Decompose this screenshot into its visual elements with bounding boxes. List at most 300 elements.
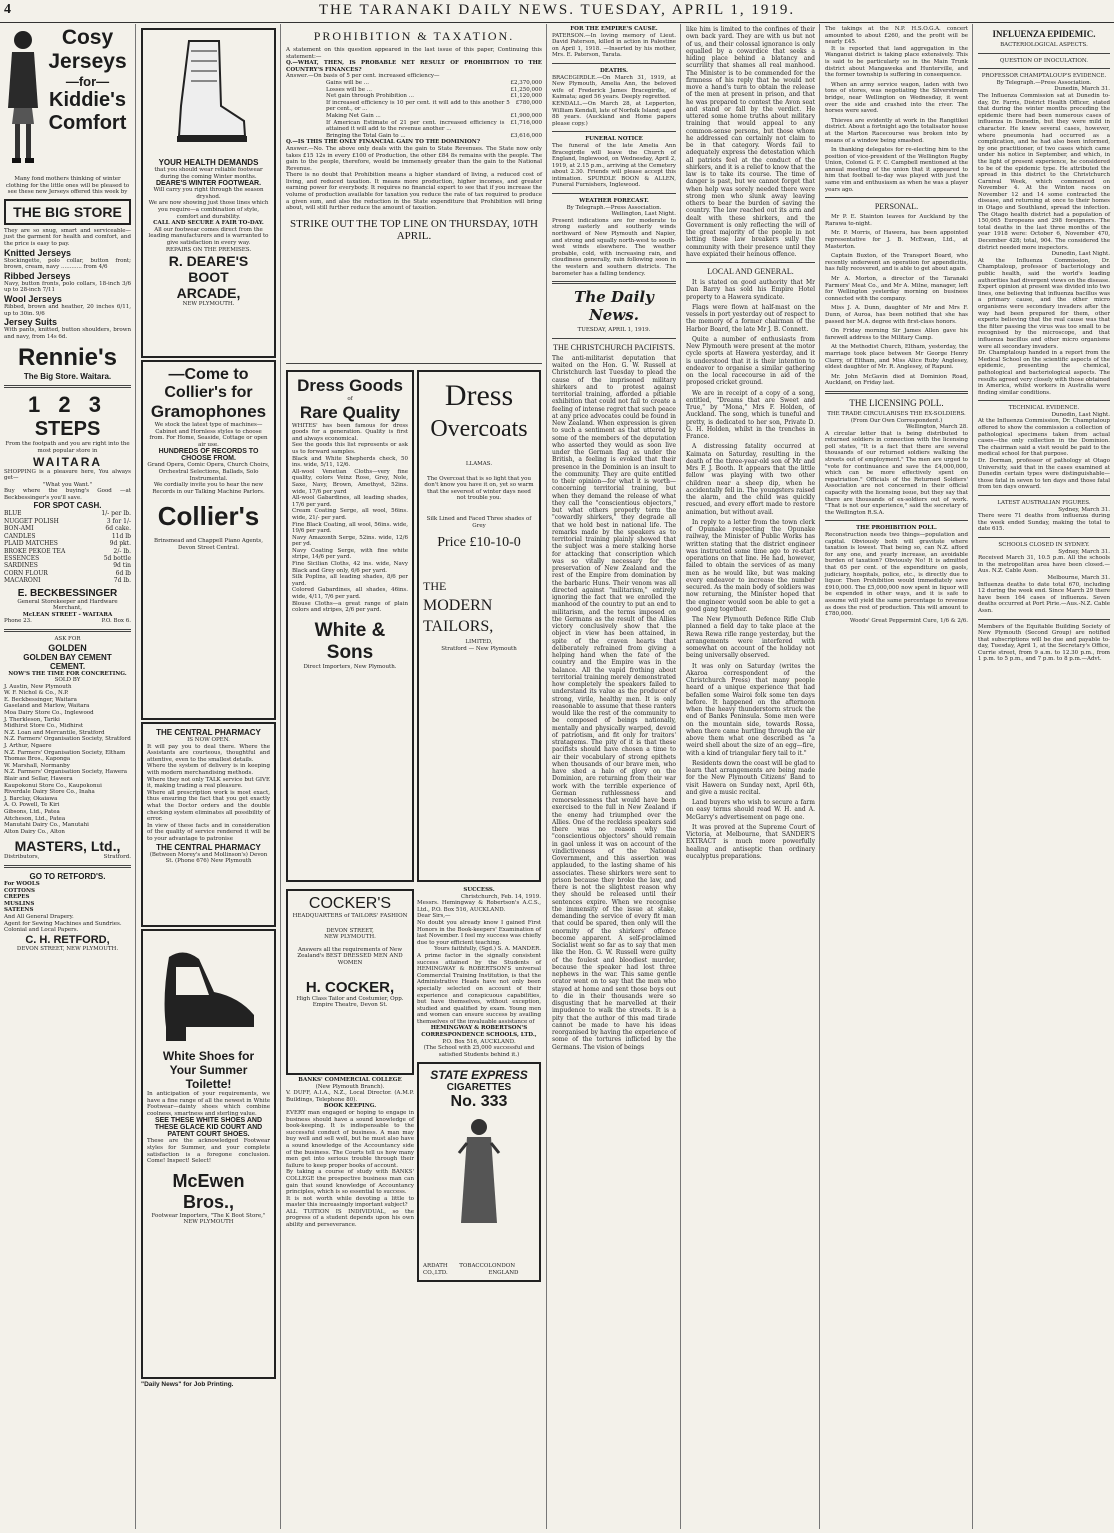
cig-type: CIGARETTES [446, 1082, 512, 1094]
local-paragraph: It was proved at the Supreme Court of Victoria, at Melbourne, that SANDER'S EXTRACT is much more powerfully healing and antiseptic than ordinary eucalyptus preparations. [686, 823, 815, 860]
figure-label: Gains will be ... [326, 79, 370, 86]
spot-cash: FOR SPOT CASH. [33, 501, 102, 511]
colliers-body3: We cordially invite you to hear the new Records in our Talking Machine Parlors. [152, 482, 265, 495]
banks-body2: By taking a course of study with BANKS' COLLEGE the prospective business man can gain that sound knowledge of Accountancy principles, which is so essential to success. [286, 1169, 414, 1196]
cocker-name: COCKER'S [308, 895, 392, 912]
concert-takings: The takings at the N.P. H.S.O.G.A. concert amounted to about £260, and the profit will be nearly £45. [825, 26, 968, 46]
local-paragraph: In reply to a letter from the town clerk of Opunake respecting the Opunake railway, the Minister of Public Works has written stating that the district engineer was instructed some time ago to re-start operations on that line. He had, however, failed to obtain the services of as many men as he would like, but was making every endeavor to increase the number secured. As the main body of soldiers was now returning, the Minister hoped that the engineer would soon be able to get a good gang together. [686, 518, 815, 613]
deaths-head: DEATHS. [600, 67, 628, 74]
column-1 [0, 24, 136, 1529]
fabric-item: All-wool Gabardines, all leading shades, 17/6 per yard. [292, 495, 408, 508]
state-express-ad [417, 1062, 541, 1282]
agent-line: J. Therkleson, Tariki [4, 716, 60, 723]
influenza-body2: At the Influenza Commission, Dr. Champtaloup, professor of bacteriology and public health, said the world's leading authorities had divergent views on the disease. Expert opinion at present was divided into two lines, one believing that influenza bacillus was a primary cause, and the other micro organisms were secondary invaders after the way had been prepared for them, other experts believing that the real cause was that the filter passing the virus was too small to be recognised by the microscope, and that influenza bacillus and other micro organisms were all secondary invaders. [978, 257, 1110, 350]
death-1: BRACEGIRDLE.—On March 31, 1919, at New Plymouth, Amelia Ann, the beloved wife of Frederick James Bracegirdle, of Kaimata; aged 56 years. Deeply regretted. [552, 74, 676, 101]
figure-row [286, 87, 542, 94]
steps-ad [4, 392, 131, 625]
price-value: 6d lb [115, 569, 131, 577]
overcoats-body: The Overcoat that is so light that you don't know you have it on, yet so warm that the severest of winter days need not trouble you. [424, 475, 534, 502]
overcoats-h2: Overcoats [430, 416, 528, 442]
agent-line: W. Marshall, Normanby [4, 762, 70, 769]
personal-paras [825, 214, 968, 387]
agent-line: N.Z. Farmers' Organisation Society, Stratford [4, 736, 131, 743]
success-place: Christchurch, Feb. 14, 1919. [460, 893, 541, 900]
trade-head: THE TRADE CIRCULARISES THE EX-SOLDIERS. [827, 410, 966, 417]
colliers-come: —Come to [168, 366, 249, 383]
editorial-cont: like him is limited to the confines of their own back yard. They are with us but not of us, and their colossal ignorance is only equalled by a cowardice that seeks a hiding place behind a blatancy and scurrility that shames all real manhood. The Minister is to be commended for the firmness of his reply that he would not move a hand's turn to obtain the release of the men at present in prison, and that he was prepared to contest the Avon seat and stand or fall by the verdict. He uttered some home truths about military training that would appeal to any common-sense persons, but those whom he addressed can certainly not claim to be in that category. Words fail to adequately express the detestation which all patriots feel at the conduct of the shirkers, and it is a relief to know that the law is to take its course. The time of danger is past, but we cannot forget that when help was sorely needed there were strong men who slunk away leaving others to bear the burden of saving the country. The law reached out its arm and dealt with these shirkers, and the Government is only reflecting the will of the great majority of the people in not letting these law breakers sully the community with their presence until they have expiated their heinous offence. [686, 26, 815, 258]
overcoats-silk: Silk Lined and Faced Three shades of Grey [426, 515, 532, 529]
retford-addr: DEVON STREET, NEW PLYMOUTH. [16, 945, 119, 952]
whites-h1: Dress Goods [297, 376, 403, 395]
local-paragraph: It was only on Saturday (writes the Akaroa correspondent of the Christchurch Press) that many people heard of a unique experience that had befallen some Wairoi folk some ten days before. It happened on the afternoon when the heavy thunderstorm struck the end of Banks Peninsula. Some men were on the mountain side, towards Rossa, when there came hurtling through the air above them what one described as "a weird shell about the size of an egg—fire, with a kind of triangular fiery tail to it." [686, 662, 815, 757]
figure-row [286, 113, 542, 120]
local-general-head: LOCAL AND GENERAL. [707, 267, 794, 276]
price-row [4, 525, 131, 532]
prohibition-q2: Q.—IS THIS THE ONLY FINANCIAL GAIN TO THE DOMINION? [286, 139, 481, 146]
price-item: BON-AMI [4, 525, 34, 533]
colliers-gram: Gramophones [150, 402, 267, 421]
figure-value: £3,616,000 [510, 132, 542, 139]
pharmacy-ad [141, 722, 276, 927]
agent-line: Aitcheson, Ltd., Patea [4, 815, 66, 822]
girl-illustration [4, 28, 42, 168]
prohibition-figures [286, 80, 542, 139]
news-paragraph: When an army service wagon, laden with two tons of stores, was negotiating the Silverstream bridge, near Wellington on Wednesday, it went over the side and crashed into the river. The horses were saved. [825, 81, 968, 115]
rennies-name: Rennie's [17, 344, 118, 372]
price-item: CANDLES [4, 532, 36, 540]
whites-ad [286, 370, 414, 882]
latest-body: There were 71 deaths from influenza during the week ended Sunday, making the total to date 615. [978, 513, 1110, 533]
figure-label: Making Net Gain ... [326, 112, 381, 119]
melbourne-place: Melbourne, March 31. [1047, 574, 1110, 581]
personal-paragraph: Mr. John McGavin died at Dominion Road, Auckland, on Friday last. [825, 373, 968, 387]
deare-name3: ARCADE, [176, 285, 241, 302]
local-paragraph: Land buyers who wish to secure a farm on easy terms should read W. H. and A. McGarry's advertisement on page one. [686, 799, 815, 821]
prohibition-title: PROHIBITION & TAXATION. [313, 29, 515, 43]
job-printing: "Daily News" for Job Printing. [141, 1381, 234, 1388]
weather-text: Present indications are for moderate to strong easterly and southerly winds northward of New Plymouth and Napier, and strong and squally north-west to south-west winds elsewhere. The weather probable, cold, with increasing rain, and cloudiness generally, rain following soon in the western and southern districts. The barometer has a falling tendency. [552, 217, 676, 277]
retford-item: SATEENS [4, 907, 34, 914]
modern-m3: TAILORS, [423, 618, 494, 636]
influenza-body: The Influenza Commission sat at Dunedin to-day, Dr. Farris, District Health Officer, stated that during the winter months preceding the epidemic there had been numerous cases of influenza in Dunedin, but they were mild in character. He knew several cases, however, where pneumonia had occurred as a complication, and he had also been informed, by one practitioner, of two cases which came under his notice in September, and which, in the light of present experience, he considered to be of the epidemic type. He attributed the spread in this district to the Christchurch Carnival Week, which commenced on November 4. At the Winton races on November 12 and 14 some contracted the disease, and returning at once to their homes in Otago and Southland, spread the infection. The Otago health district had a population of 150,065 Europeans and 298 foreigners. The total deaths in the last three months of the year 1918 were: October 6, November 470, December 428; total, 904. The considered the district needed more inspectors. [978, 92, 1110, 251]
prohibition-a3: There is no doubt that Prohibition means a higher standard of living, a reduced cost of living, and reduced taxation. It means more production, higher incomes, and greater earning power for everybody. It requires no financial expert to see that if you increase the volume of production available for taxation you reduce the rate of tax required to produce a given sum, and also the reduction in the State expenditure that Prohibition will bring about, will still further reduce the amount of taxation. [286, 172, 542, 212]
price-value: 6d cake. [105, 525, 131, 533]
agent-line: Manutahi Dairy Co., Manutahi [4, 822, 89, 829]
agent-line: Gibsons, Ltd., Patea [4, 808, 60, 815]
knitted-text: Stockingette, polo collar, button front; brown, cream, navy ............ from 4/6 [4, 257, 131, 271]
health-body3: We are now showing just those lines which you require—a combination of style, comfort and durability. [148, 200, 269, 220]
prohibition-a1: Answer.—On basis of 5 per cent. increased efficiency— [286, 73, 440, 80]
trade-from: (From Our Own Correspondent.) [850, 417, 943, 424]
success-foot: (The School with 25,000 successful and satisfied Students behind it.) [423, 1045, 535, 1058]
overcoats-llamas: LLAMAS. [465, 461, 493, 467]
banks-body: EVERY man engaged or hoping to engage in business should have a sound knowledge of book-keeping. It is indispensable to the successful conduct of business. A man may buy well and sell well, but he must also have a sound knowledge of the Accountancy side of the business. The Courts tell us how many men get into serious trouble through their failure to keep proper books of account. [286, 1109, 414, 1169]
colliers-body2: Grand Opera, Comic Opera, Church Choirs, Orchestral Selections, Ballads, Solo Instrumental. [147, 462, 270, 482]
beck-name: E. BECKBESSINGER [17, 587, 118, 599]
modern-tailors-ad [417, 370, 541, 882]
cocker-big: H. COCKER, [305, 978, 395, 996]
beck-addr: McLEAN STREET - WAITARA [22, 611, 113, 618]
technical-body2: Dr. Dorman, professor of pathology at Otago University, said that in the cases examined at Dunedin certain types were distinguishable—those fatal in seven to ten days and those fatal from ten days onward. [978, 458, 1110, 491]
success-body2: A prime factor in the signally consistent success attained by the Students of HEMINGWAY & ROBERTSON'S universal Commercial Training Institution, is that the Administrative Heads have not only been specially selected on account of their experience and conspicuous capabilities, but have themselves, without exception, studied and qualified by exam. Young men and women can ensure success by availing themselves of the invaluable assistance of [417, 952, 541, 1025]
health-body2: Will carry you right through the season dryshod. [153, 187, 264, 200]
big-store-text: They are so snug, smart and serviceable—just the garment for health and comfort, and the price is easy to pay. [4, 227, 131, 247]
schools-body: Received March 31, 10.5 p.m. All the schools in the metropolitan area have been closed.—Aus. N.Z. Cable Assn. [978, 555, 1110, 575]
price-item: BROKE PEKOE TEA [4, 547, 66, 555]
success-body: No doubt you already know I gained First Honors in the Book-keepers' Examination of last November. I feel my success was chiefly due to your efficient teaching. [417, 919, 542, 946]
cig-makers [423, 1263, 535, 1276]
masters-dist: Distributors, [4, 854, 40, 861]
fabric-item: Colored Gabardines, all shades, 46ins. wide, 4/11, 7/6 per yard. [292, 587, 408, 601]
pharmacy-name: THE CENTRAL PHARMACY [156, 842, 261, 852]
pharmacy-body4: Where all prescription work is most exact, thus ensuring the fact that you get exactly what the Doctor orders and the double checking system eliminates all possibility of error. [147, 789, 270, 823]
fabric-item: Cream Coating Serge, all wool, 56ins. wide, 21/- per yard. [292, 508, 408, 521]
personal-paragraph: Captain Buxton, of the Transport Board, who recently underwent an operation for appendicitis, has fully recovered, and is able to get about again. [825, 253, 968, 273]
fabric-item: Fine Black Coating, all wool, 56ins. wide, 19/6 per yard. [292, 521, 408, 535]
whites-see: See the goods this list represents or ask us to forward samples. [292, 442, 408, 455]
whites-h2: Rare Quality [299, 402, 401, 422]
banks-head: BANKS' COMMERCIAL COLLEGE [298, 1077, 402, 1083]
page-number: 4 [4, 2, 11, 17]
pharmacy-body2: Where the system of delivery is in keeping with modern merchandising methods. [147, 763, 270, 776]
retford-items [4, 881, 131, 914]
influenza-head: INFLUENZA EPIDEMIC. [992, 29, 1096, 39]
price-item: SARDINES [4, 562, 38, 570]
success-head: SUCCESS. [463, 887, 495, 893]
melbourne-body: Influenza deaths to date total 670, including 12 during the week end. Since March 29 there have been 164 cases of influenza. Seven deaths occurred at Port Pirie.—Aus.-N.Z. Cable Assn. [978, 581, 1110, 614]
price-row [4, 533, 131, 540]
agent-line: Gaseland and Marlow, Waitara [4, 703, 90, 710]
influenza-press: By Telegraph.—Press Association. [996, 79, 1092, 86]
cocker-addr: DEVON STREET, [326, 927, 374, 934]
column-5 [682, 24, 820, 1529]
column6-paras [825, 46, 968, 193]
figure-row [286, 120, 542, 133]
influenza-place2: Dunedin, Last Night. [1051, 251, 1110, 258]
steps-word: STEPS [34, 418, 101, 441]
personal-paragraph: At the Methodist Church, Eltham, yesterday, the marriage took place between Mr George Henry Clarry, of Eltham, and Miss Alice Ruby Anglesey, eldest daughter of Mr. R. Anglesey, of Rapuni. [825, 344, 968, 371]
agent-line: Blair and Sellar, Hawera [4, 776, 73, 782]
cocker-town: NEW PLYMOUTH. [324, 934, 376, 941]
influenza-h4: PROFESSOR CHAMPTALOUP'S EVIDENCE. [981, 73, 1107, 80]
fabric-item: Navy Coating Serge, with fine white stripe, 14/6 per yard. [292, 547, 408, 561]
news-paragraph: In thanking delegates for re-electing him to the position of vice-president of the Wellington Rugby Union, Colonel G. F. C. Campbell mentioned at the annual meeting of the union that it appeared to him that football to-day was played with just the same vim and enthusiasm as when he was a player years ago. [825, 147, 968, 193]
price-row [4, 510, 131, 517]
building-society: Members of the Equitable Building Society of New Plymouth (Second Group) are notified that subscriptions will be due and payable to-day, Tuesday, April 1, at the Secretary's Office, Currie street, from 9 a.m. to 12.30 p.m., from 1 p.m. to 5 p.m., and 7 p.m. to 8 p.m.—Advt. [978, 623, 1110, 663]
figure-row [286, 80, 542, 87]
local-paragraph: Flags were flown at half-mast on the vessels in port yesterday out of respect to the memory of a former chairman of the Harbor Board, the late Mr J. B. Connett. [686, 303, 815, 333]
woman-figure-illustration [449, 1113, 509, 1233]
beck-sub: General Storekeeper and Hardware Merchant, [17, 598, 118, 612]
big-store-logo: THE BIG STORE [4, 199, 131, 225]
technical-head: TECHNICAL EVIDENCE. [1008, 405, 1080, 412]
golden-l3: CEMENT. [49, 661, 86, 671]
local-paragraph: It is stated on good authority that Mr Dan Barry has sold his Empire Hotel property to a Hawera syndicate. [686, 279, 815, 301]
figure-label: Losses will be ... [326, 86, 372, 93]
deare-name1: R. DEARE'S [168, 253, 249, 270]
colliers-big: Collier's [157, 501, 260, 532]
cig-makers-1: ARDATH TOBACCO CO.,LTD. [423, 1263, 489, 1276]
figure-value: £1,900,000 [510, 112, 542, 119]
shoes-h3: Toilette! [185, 1077, 232, 1091]
latest-place: Sydney, March 31. [1058, 506, 1110, 513]
retford-agent: Agent for Sewing Machines and Sundries. [4, 920, 122, 927]
price-row [4, 570, 131, 577]
cocker-ad [286, 889, 414, 1075]
steps-text: From the footpath and you are right into the most popular store in [5, 441, 130, 454]
masthead-title: THE TARANAKI DAILY NEWS. TUESDAY, APRIL 1, 1919. [318, 2, 796, 18]
fabric-item: Silk Poplins, all leading shades, 8/6 per yard. [292, 574, 408, 587]
price-item: NUGGET POLISH [4, 517, 59, 525]
issue-date: TUESDAY, APRIL 1, 1919. [577, 327, 651, 334]
colliers-hundreds: HUNDREDS OF RECORDS TO CHOOSE FROM. [158, 448, 259, 463]
modern-m1: THE [423, 579, 447, 594]
whites-name: White & Sons [314, 619, 386, 663]
local-paragraph: Quite a number of enthusiasts from New Plymouth were present at the motor cycle sports at Hawera yesterday, and it is understood that it is their intention to endeavor to organise a similar gathering on the local racecourse in aid of the proposed cricket ground. [686, 335, 815, 387]
pharmacy-addr: (Between Morey's and Mollinson's) Devon St. (Phone 676) New Plymouth [149, 851, 268, 865]
success-sign: Yours faithfully, (Sgd.) S. A. MANDER. [434, 946, 541, 953]
column-3 [282, 24, 547, 1529]
banks-body4: ALL TUITION IS INDIVIDUAL, so the progress of a student depends upon his own ability and perseverance. [286, 1208, 414, 1229]
mcewen-name: McEwen Bros., [172, 1170, 245, 1212]
price-row [4, 555, 131, 562]
personal-paragraph: Mr A. Morton, a director of the Taranaki Farmers' Meat Co., and Mr A. Milne, manager, left for Wellington yesterday morning on business connected with the company. [825, 276, 968, 302]
health-body4: All our footwear comes direct from the leading manufacturers and is warranted to give satisfaction in every way. [148, 226, 269, 246]
success-addr: Messrs. Hemingway & Robertson's A.C.S., Ltd., P.O. Box 516, AUCKLAND. [417, 900, 541, 913]
price-item: ESSENCES [4, 554, 40, 562]
deare-addr: NEW PLYMOUTH. [182, 301, 235, 308]
cosy-l3: —for— [65, 74, 110, 89]
colliers-name: Collier's for [164, 384, 253, 401]
whites-items [292, 456, 408, 614]
column-6 [821, 24, 973, 1529]
agent-line: E. Beckbessinger, Waitara [4, 696, 77, 703]
whites-sub: Direct Importers, New Plymouth. [303, 663, 397, 670]
col3-right-lower [417, 887, 541, 1284]
fabric-item: All-wool Venetian Cloths—very fine quality, colors Veinz Rose, Grey, Nole, Saxe, Navy, Brown, Amethyst, 52ins. wide, 17/6 per yard [292, 468, 408, 495]
success-ad [417, 887, 541, 1058]
personal-paragraph: Mr P. E. Stainton leaves for Auckland by the Rarawa to-night. [825, 214, 968, 227]
suits-text: With pants, knitted, button shoulders, brown and navy, from 14s 6d. [4, 327, 131, 340]
schools-head: SCHOOLS CLOSED IN SYDNEY. [998, 541, 1090, 548]
price-item: PLAID MATCHES [4, 540, 58, 548]
personal-paragraph: On Friday morning Sir James Allen gave his farewell address to the Military Camp. [825, 328, 968, 341]
column-4 [548, 24, 681, 1529]
funeral-notice: The funeral of the late Amelia Ann Bracegirdle will leave the Church of England, Inglewood, on Wednesday, April 2, 1919, at 2.15 p.m., arriving at the Cemetery about 2.30. Friends will please accept this intimation. SPURDLE BOON & ALLEN, Funeral Furnishers, Inglewood. [552, 142, 676, 189]
price-item: BLUE [4, 510, 22, 518]
price-value: 9d pkt. [109, 540, 131, 548]
whites-of: of [347, 396, 353, 402]
price-row [4, 518, 131, 525]
wool-head: Wool Jerseys [4, 293, 62, 304]
mcewen-ad [141, 929, 276, 1379]
cig-brand: STATE EXPRESS [430, 1068, 528, 1083]
influenza-h2: BACTERIOLOGICAL ASPECTS. [1000, 42, 1088, 48]
col3-left-lower [286, 887, 414, 1284]
figure-value: £2,370,000 [510, 79, 542, 86]
weather-press: By Telegraph.—Press Association. [566, 204, 662, 211]
latest-head: LATEST AUSTRALIAN FIGURES. [997, 500, 1091, 506]
figure-value: £1,716,000 [510, 119, 542, 126]
cocker-sub: HEADQUARTERS of TAILORS' FASHION [292, 913, 408, 919]
agent-line: Kaupokonui Store Co., Kaupokonui [4, 782, 102, 789]
figure-value: £1,120,000 [510, 93, 542, 100]
figure-row [286, 93, 542, 100]
fabric-item: Fine Sicilian Cloths, 42 ins. wide, Navy Black and Grey only, 6/6 per yard. [292, 561, 408, 574]
fabric-item: Blouse Cloths—a great range of plain colors and stripes, 2/6 per yard. [292, 600, 408, 614]
figure-value: £780,000 [515, 99, 542, 106]
deare-name2: BOOT [188, 269, 229, 286]
golden-l1: GOLDEN [48, 642, 87, 653]
figure-label: Net gain through Prohibition ... [326, 93, 414, 100]
prohibition-a2: Answer.—No. The above only deals with the gain to State Revenues. The State now only takes £15 12s in every £100 of Production, the other £84 8s remains with the people. The gain to the people, therefore, would be immensely greater than the gain to the National Revenue. [286, 145, 542, 172]
paterson: PATERSON.—In loving memory of Lieut. David Paterson, killed in action in Palestine on April 1, 1918. —Inserted by his mother, Mrs. E. Paterson, Tarata. [552, 32, 676, 59]
price-item: CORN FLOUR [4, 569, 48, 577]
masters-town: Stratford. [103, 854, 131, 861]
price-value: 9d tin [113, 562, 131, 570]
peppermint-cure: Woods' Great Peppermint Cure, 1/6 & 2/6. [849, 617, 968, 624]
figure-label: If increased efficiency is 10 per cent. it will add to this another 5 per cent., or ... [326, 99, 510, 113]
shoes-body: In anticipation of your requirements, we have a fine range of all the newest in White Footwear—dainty shoes which combine coolness, smartness and sterling value. [147, 1091, 270, 1117]
health-repairs: REPAIRS ON THE PREMISES. [165, 246, 252, 253]
christchurch-body: The anti-militarist deputation that waited on the Hon. G. W. Russell at Christchurch last Tuesday to plead the cause of the imprisoned military shirkers and to protest against territorial training, afforded a pitiable exhibition that could not fail to create a feeling of intense regret that such peace at any price advocates could be found in New Zealand. When expression is given to such a sentiment as that uttered by some of the members of the deputation who asserted they would as soon live under the German flag as under the British, a feeling is evoked that their presence in the Dominion is an insult to the community. They are quite entitled to their opinion—for what it is worth—concerning territorial training, but when they demand the release of what they call the "conscientious objectors," but what others properly term the "cowardly shirkers," they degrade all that we hold best in national life. The remarks made by the speakers as to territorial training plainly showed that the subject was a mere stalking horse for attacking that conscription which was so vitally necessary for the preservation of New Zealand and the rest of the Empire from domination by the barbaric Huns. Their venom was all directed against "militarism," entirely ignoring the fact that we enrolled the manhood of the country to put an end to militarism, and the terms imposed on the Germans as the result of the Allies victory conclusively show that the object in view has been attained, in spite of the craven hearts that deliberately refrained from giving a helping hand when the fate of the country and the Empire was in the balance. All the vapid frothing about territorial training merely demonstrated how completely the speakers failed to understand its value as the producer of strong, virile, healthy men. It is only reasonable to assume that these ranters would like the rest of the community to be composed of beings nationally, mentally and physically warped, devoid of patriotism, and fit only for traitors' stratagems. The pity of it is that these pacifists should have chosen a time to air their vocabulary of strong epithets when thousands of our brave men, who have shed a halo of glory on the Dominion, are returning from their war work with the terrible experience of German ruthlessness and remorselessness that would have been exercised to the full in New Zealand if the enemy had triumphed over the Allies. One of the reckless speakers said there was no reason why the "conscientious objectors" should remain in gaol unless it was on account of the vindictiveness of the National Government, and this assertion was applauded, to the lasting shame of his associates. These shirkers were sent to prison because they broke the law, and there is not the slightest reason why they should be released until their sentences expire. When we recognise the immensity of the issue at stake, demanding the service of every fit man that could be spared, then only will the enormity of the shirkers' offence become apparent. A self-proclaimed Socialist went so far as to say that men like the Hon. G. W. Russell were guilty of the foulest and bloodiest murder, because the speaker had lost three nephews in the war. This same gentle orator went on to say that the men who stayed at home and sent those boys out to die in their thousands were so disgusting that he marvelled at their impudence to walk the streets. It is a pity that the author of this mad tirade cannot be made to have his ideas reorganised by having the experience of some of the tortures inflicted by the Germans. The vision of beings [552, 354, 676, 1051]
masters-name: MASTERS, Ltd., [14, 838, 121, 855]
personal-paragraph: Mr. P. Morris, of Hawera, has been appointed representative for J. B. McEwan, Ltd., at Masterton. [825, 230, 968, 250]
pharmacy-body5: In view of these facts and in consideration of the quality of service rendered it will be to your advantage to patronise [147, 822, 270, 842]
retford-head: GO TO RETFORD'S. [29, 871, 106, 881]
agent-line: J. Austin, New Plymouth [4, 683, 72, 690]
shoes-h1: White Shoes for [162, 1049, 255, 1063]
pharmacy-head: THE CENTRAL PHARMACY [156, 728, 261, 737]
prohibition-poll-body: Reconstruction needs two things—population and capital. Obviously both will gravitate where taxation is lowest. That being so, can N.Z. afford for any one, and yearly increase, an avoidable burden of taxation? Obviously No! It is admitted that 65 per cent. of the expenditure on gaols, judiciary, hospitals, police, etc., is directly due to liquor. Then Prohibition would immediately save £910,000. The £5,000,000 now spent in liquor will be expended in other ways, and it is safe to assume will yield the same percentage to revenue as does the rest of production. This will amount to £780,000. [825, 532, 968, 618]
licensing-poll-head: THE LICENSING POLL. [849, 397, 944, 408]
steps-town: WAITARA [32, 454, 103, 469]
cocker-body: Answers all the requirements of New Zealand's BEST DRESSED MEN AND WOMEN [297, 946, 403, 966]
retford-drapery: And All General Drapery. [4, 913, 74, 920]
agent-line: N.Z. Farmers' Organisation Society, Eltham [4, 749, 126, 756]
retford-item: CREPES [4, 894, 30, 901]
retford-item: COTTONS [4, 887, 35, 894]
prohibition-intro: A statement on this question appeared in the last issue of this paper, Continuing this statement:— [286, 47, 542, 60]
mcewen-sub: Footwear Importers, "The K Boot Store," [151, 1212, 266, 1219]
beck-contact [4, 618, 131, 625]
agent-line: Alton Dairy Co., Alton [4, 828, 65, 835]
fabric-item: Navy Amazonth Serge, 52ins. wide, 12/6 per yd. [292, 534, 408, 548]
local-paras [686, 279, 815, 860]
personal-paragraph: Miss J. A. Dunn, daughter of Mr and Mrs F. Dunn, of Auroa, has been notified that she has passed her M.A. degree with first-class honors. [825, 305, 968, 325]
funeral-head: FUNERAL NOTICE [585, 136, 643, 143]
health-body: that you should wear reliable footwear during the coming Winter months. [154, 167, 263, 180]
technical-body: At the Influenza Commission, Dr. Champtaloup offered to show the commission a collection of pathological specimens taken from actual cases—the only collection in the Dominion. The chairman said a visit would be paid to the medical school for that purpose. [978, 418, 1110, 458]
overcoats-h1: Dress [444, 379, 514, 412]
price-value: 5d bottle [103, 554, 131, 562]
agent-line: A. O. Powell, Te Kiri [4, 802, 60, 809]
price-row [4, 562, 131, 569]
golden-l2: GOLDEN BAY CEMENT [23, 652, 112, 662]
banks-ad [286, 1077, 414, 1229]
shoes-h2: Your Summer [169, 1063, 248, 1077]
masthead [0, 0, 1114, 23]
masters-sub [4, 854, 131, 861]
cosy-l2: Jerseys [48, 50, 127, 73]
local-paragraph: We are in receipt of a copy of a song, entitled, "Dreams that are Sweet and True," by "Mona," Mrs F. Holden, of Auckland. The song, which is tuneful and pretty, is dedicated to her son, Private D. G. H. Holden, whilst in the trenches in France. [686, 389, 815, 440]
trade-body: A circular letter that is being distributed to returned soldiers in connection with the licensing poll states, "It is a fact that there are several thousands of our returned soldiers walking the streets out of employment." The men are urged to "vote for continuance and save the £4,000,000, which can be more effectively spent on repatriation." Officials of the Returned Soldiers' Association are not concerned in their official capacity with the licensing issue, but they say that there are thousands of ex-soldiers out of work. "That is not our experience," said the secretary of the Wellington R.S.A. [825, 430, 968, 516]
agent-line: Moa Dairy Store Co., Inglewood [4, 710, 94, 717]
price-row [4, 540, 131, 547]
agent-line: J. Arthur, Ngaere [4, 743, 52, 750]
death-2: KENDALL.—On March 28, at Lepperton, William Kendall, late of Norfolk Island; aged 88 years. (Auckland and Home papers please copy.) [552, 100, 676, 127]
suits-head: Jersey Suits [4, 317, 58, 328]
personal-head: PERSONAL. [874, 202, 919, 212]
local-paragraph: Residents down the coast will be glad to learn that arrangements are being made for the New Plymouth Citizens' Band to visit Hawera on Sunday next, April 6th, and give a music recital. [686, 759, 815, 796]
price-row [4, 577, 131, 584]
whites-intro: WHITES' has been famous for dress goods for a generation. Quality is first and always economical. [292, 422, 408, 442]
agent-line: Thomas Bros., Kaponga [4, 756, 71, 763]
price-list [4, 510, 131, 584]
deare-winter: DEARE'S WINTER FOOTWEAR. [155, 180, 262, 188]
cocker-foot: High Class Tailor and Costumier, Opp. Empire Theatre, Devon St. [296, 995, 404, 1009]
shoes-body2: These are the acknowledged Footwear styles for Summer, and your complete satisfaction is a foregone conclusion. Come! Inspect! Select! [147, 1138, 270, 1165]
steps-numbers: 1 2 3 [28, 392, 107, 418]
news-paragraph: Thieves are evidently at work in the Rangitikei district. About a fortnight ago the totalisator house at the Marton Racecourse was broken into by means of a window being smashed. [825, 117, 968, 144]
steps-shop1: SHOPPING is a pleasure here, You always get— [4, 468, 131, 482]
golden-sold: SOLD BY [54, 677, 81, 684]
figure-value: £1,250,000 [510, 86, 542, 93]
price-value: 7d lb. [113, 577, 131, 585]
christchurch-head: THE CHRISTCHURCH PACIFISTS. [553, 342, 675, 352]
modern-m2: MODERN [423, 597, 493, 615]
boot-illustration [169, 36, 249, 156]
success-schools: HEMINGWAY & ROBERTSON'S CORRESPONDENCE SCHOOLS, LTD., [421, 1025, 537, 1039]
shoes-see: SEE THESE WHITE SHOES AND THESE GLACE KID COURT AND PATENT COURT SHOES. [154, 1117, 263, 1139]
price-row [4, 548, 131, 555]
empire-head: FOR THE EMPIRE'S CAUSE. [570, 26, 658, 32]
technical-place: Dunedin, Last Night. [1051, 411, 1110, 418]
agent-line: W. F. Nichol & Co., N.P. [4, 690, 69, 697]
agent-line: N.Z. Loan and Mercantile, Stratford [4, 729, 105, 736]
wool-text: Ribbed, brown and heather, 20 inches 6/11, up to 30in. 9/6 [4, 303, 131, 317]
banks-duff: V. DUFF, A.I.A., N.Z., Local Director. (A.M.P. Buildings, Telephone 80). [286, 1090, 414, 1103]
banks-body3: It is not worth while devoting a little to master this increasingly important subject? [286, 1195, 414, 1209]
overcoats-price: Price £10-10-0 [437, 535, 521, 551]
golden-bay-ad [4, 636, 131, 861]
retford-item: MUSLINS [4, 900, 35, 907]
trade-date: Wellington, March 28. [905, 424, 968, 431]
figure-label: Bringing the Total Gain to ... [326, 132, 406, 139]
colliers-body: We stock the latest type of machines—Cabinet and Hornless styles to choose from. For Home, Seaside, Cottage or open air use. [149, 422, 268, 448]
success-box: P.O. Box 516, AUCKLAND. [442, 1038, 516, 1045]
cosy-l4: Kiddie's [49, 89, 126, 111]
beck-box: P.O. Box 6. [101, 618, 131, 625]
prohibition-ad [286, 29, 542, 359]
influenza-body3: Dr. Champtaloup handed in a report from the Medical School on the scientific aspects of the epidemic, presenting the chemical, pathological and bacteriological aspects. The results agreed very closely with those obtained in America, whilst workers in Australia were finding similar conditions. [978, 350, 1110, 396]
knitted-head: Knitted Jerseys [4, 247, 72, 258]
retford-ad [4, 872, 131, 952]
price-item: MACARONI [4, 577, 41, 585]
influenza-place: Dunedin, March 31. [1054, 86, 1110, 93]
column-7 [974, 24, 1114, 1529]
influenza-h3: QUESTION OF INOCULATION. [999, 57, 1089, 64]
mcewen-addr: NEW PLYMOUTH [183, 1219, 234, 1226]
weather-head: WEATHER FORECAST. [579, 198, 649, 205]
retford-papers: Colonial and Local Papers. [4, 927, 79, 934]
pharmacy-body3: Where they not only TALK service but GIVE it, making trading a real pleasure. [147, 776, 270, 790]
deare-ad [141, 28, 276, 358]
health-call: CALL AND SECURE A FAIR TO-DAY. [153, 220, 264, 227]
rennies-sub: The Big Store. Waitara. [23, 372, 112, 382]
pharmacy-open: IS NOW OPEN. [187, 737, 230, 743]
agent-line: Riverdale Dairy Store Co., Inaha [4, 789, 95, 796]
